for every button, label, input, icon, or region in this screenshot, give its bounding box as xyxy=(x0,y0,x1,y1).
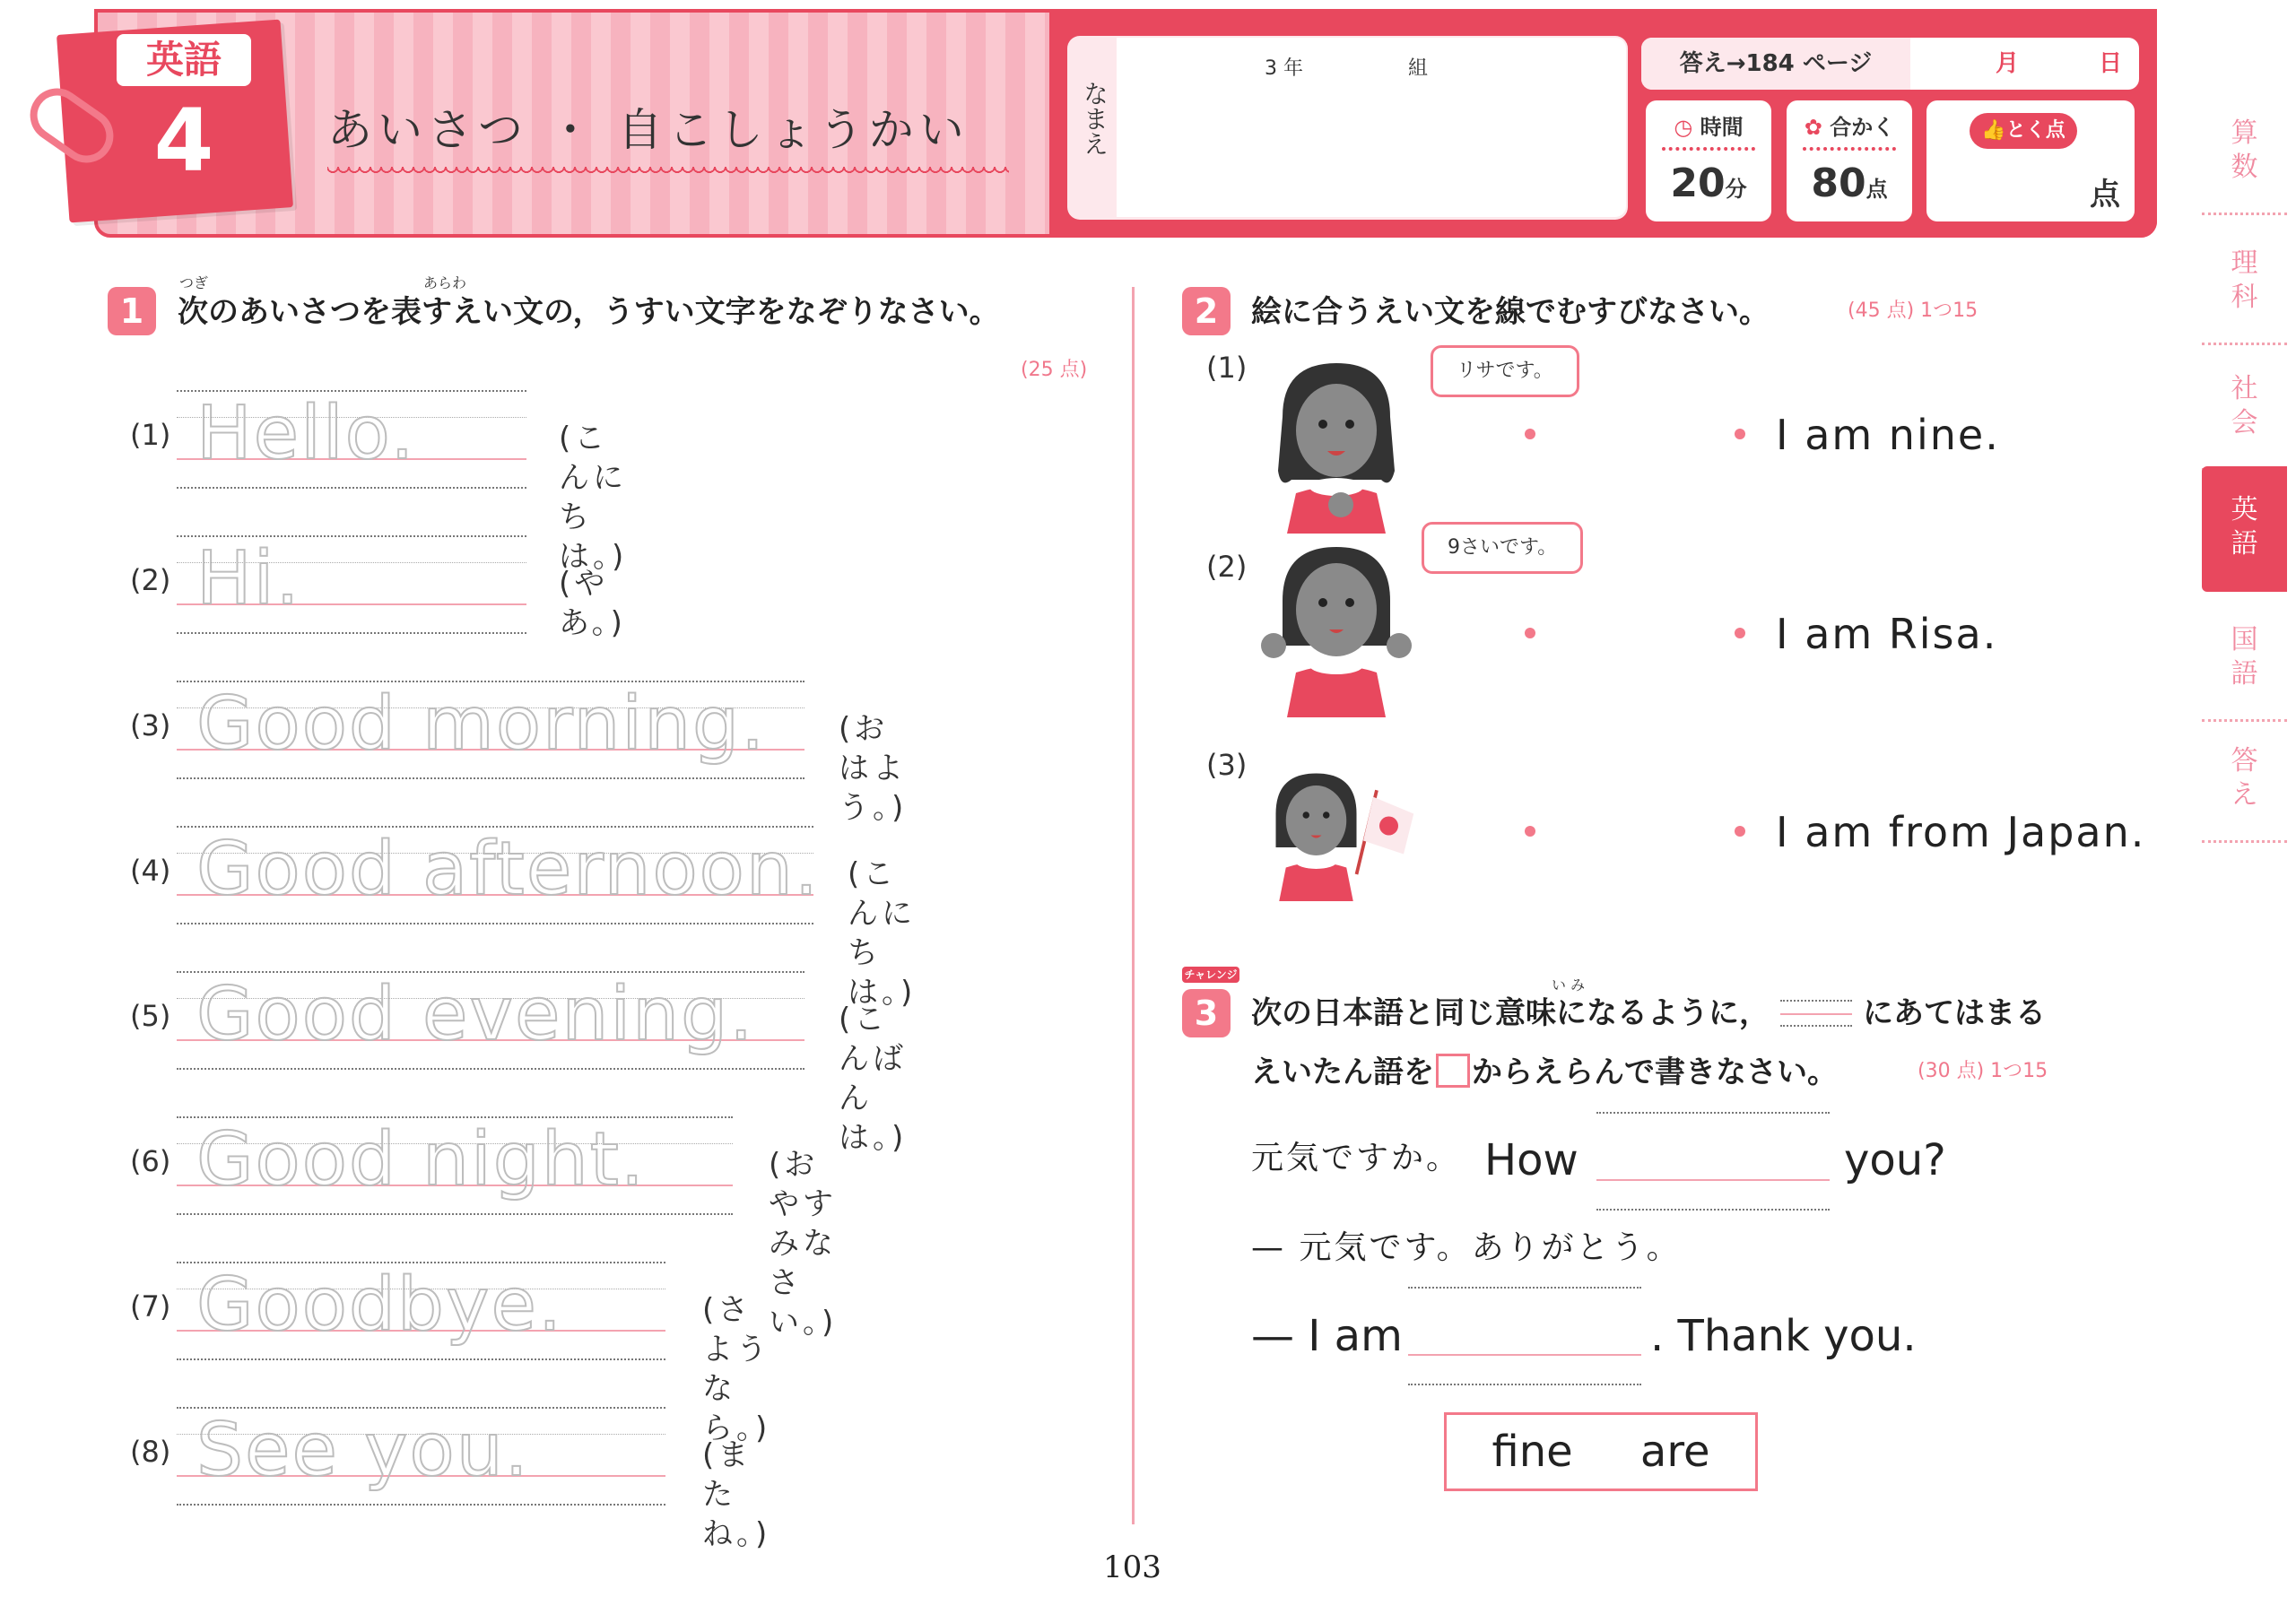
trace-word: Goodbye. xyxy=(196,1263,564,1348)
q3-english-1b: you? xyxy=(1844,1135,1946,1185)
unit-number: 4 xyxy=(153,91,214,191)
title-underline xyxy=(327,167,1009,176)
pass-score-box xyxy=(1787,100,1912,221)
page-number: 103 xyxy=(1103,1549,1161,1585)
match-dot-left[interactable] xyxy=(1525,429,1535,439)
item-number: (5) xyxy=(130,999,171,1033)
question-3-text-2: えいたん語を からえらんで書きなさい。 xyxy=(1251,1055,1838,1090)
item-number: (7) xyxy=(130,1289,171,1324)
side-tab-english[interactable]: 英 語 xyxy=(2202,466,2287,592)
item-translation: (こんばんは。) xyxy=(839,1002,908,1156)
girl-illustration xyxy=(1256,354,1417,534)
blank-symbol xyxy=(1780,1000,1852,1027)
trace-word: Good afternoon. xyxy=(196,827,820,912)
unit-title: あいさつ ・ 自こしょうかい xyxy=(327,104,970,156)
score-badge xyxy=(1970,113,2077,149)
trace-lines[interactable] xyxy=(177,1407,665,1506)
item-number: (2) xyxy=(130,563,171,597)
match-sentence: I am from Japan. xyxy=(1776,808,2146,856)
grade-label: 3 年 xyxy=(1265,57,1303,80)
match-number: (2) xyxy=(1206,550,1248,584)
item-translation: (おやすみなさい。) xyxy=(769,1147,838,1341)
trace-lines[interactable] xyxy=(177,1262,665,1360)
question-3-points: (30 点) 1つ15 xyxy=(1918,1060,2048,1082)
item-translation: (おはよう。) xyxy=(839,711,908,826)
question-3-text: 次の日本語と同じ意味になるように， にあてはまる xyxy=(1251,995,2046,1031)
match-dot-right[interactable] xyxy=(1735,628,1745,638)
q3-english-2b: . Thank you. xyxy=(1650,1311,1917,1361)
trace-word: Good night. xyxy=(196,1117,646,1202)
question-2-number: 2 xyxy=(1182,287,1231,335)
column-divider xyxy=(1132,287,1135,1524)
q3-japanese-1: 元気ですか。 xyxy=(1251,1140,1462,1176)
speech-bubble: 9さいです。 xyxy=(1422,522,1583,574)
girl-with-flag-illustration xyxy=(1256,744,1417,924)
girl-illustration xyxy=(1256,538,1417,717)
item-translation: (またね。) xyxy=(702,1437,771,1552)
item-translation: (やあ。) xyxy=(559,566,626,641)
score-unit: 点 xyxy=(2090,177,2120,213)
trace-word: Hi. xyxy=(196,536,301,621)
match-sentence: I am nine. xyxy=(1776,411,2000,459)
item-number: (4) xyxy=(130,854,171,888)
month-label: 月 xyxy=(1996,50,2020,77)
ruby-arawa: あらわ xyxy=(423,274,467,291)
trace-word: See you. xyxy=(196,1408,530,1493)
question-1-text: 次のあいさつを表すえい文の，うすい文字をなぞりなさい。 xyxy=(178,294,1000,330)
side-tab-social[interactable]: 社 会 xyxy=(2202,345,2287,471)
q3-japanese-2: — 元気です。ありがとう。 xyxy=(1251,1229,1682,1266)
answer-reference: 答え→184 ページ xyxy=(1641,38,1910,90)
speech-bubble: リサです。 xyxy=(1431,345,1579,397)
flower-icon: ✿ xyxy=(1804,115,1822,140)
match-dot-right[interactable] xyxy=(1735,826,1745,837)
ruby-tsugi: つぎ xyxy=(179,274,209,291)
trace-lines[interactable] xyxy=(177,535,526,634)
trace-lines[interactable] xyxy=(177,390,526,489)
match-dot-left[interactable] xyxy=(1525,628,1535,638)
trace-lines[interactable] xyxy=(177,971,804,1070)
word-choice-box: fine are xyxy=(1444,1412,1758,1491)
score-box[interactable] xyxy=(1926,100,2135,221)
ruby-imi: い み xyxy=(1552,976,1586,994)
pass-unit: 点 xyxy=(1866,177,1888,202)
item-number: (1) xyxy=(130,418,171,452)
class-label: 組 xyxy=(1408,57,1429,80)
match-sentence: I am Risa. xyxy=(1776,610,1998,658)
match-dot-left[interactable] xyxy=(1525,826,1535,837)
item-translation: (こんにちは。) xyxy=(848,856,917,1011)
answer-blank-2[interactable] xyxy=(1408,1287,1641,1385)
side-tab-science[interactable]: 理 科 xyxy=(2202,220,2287,345)
dotted-divider xyxy=(1662,147,1755,151)
q3-english-1a: How xyxy=(1484,1135,1578,1185)
dotted-divider xyxy=(1803,147,1896,151)
trace-lines[interactable] xyxy=(177,681,804,779)
side-tab-japanese[interactable]: 国 語 xyxy=(2202,596,2287,722)
question-1-number: 1 xyxy=(108,287,156,335)
box-symbol xyxy=(1436,1054,1470,1088)
thumbs-up-icon: 👍 xyxy=(1981,119,2006,142)
answer-blank-1[interactable] xyxy=(1596,1112,1830,1211)
match-dot-right[interactable] xyxy=(1735,429,1745,439)
clock-icon: ◷ xyxy=(1674,115,1693,140)
subject-label: 英語 xyxy=(117,34,251,86)
match-number: (3) xyxy=(1206,748,1248,782)
trace-word: Hello. xyxy=(196,391,416,476)
question-2-points: (45 点) 1つ15 xyxy=(1848,299,1979,322)
trace-lines[interactable] xyxy=(177,826,820,924)
time-value: 20 xyxy=(1670,161,1726,206)
name-field[interactable] xyxy=(1117,38,1626,217)
trace-word: Good evening. xyxy=(196,972,755,1057)
time-title: 時間 xyxy=(1700,115,1744,140)
side-tab-answers[interactable]: 答 え xyxy=(2202,717,2287,843)
item-number: (8) xyxy=(130,1435,171,1469)
time-box xyxy=(1646,100,1771,221)
pass-title: 合かく xyxy=(1830,115,1895,140)
match-number: (1) xyxy=(1206,351,1248,385)
trace-word: Good morning. xyxy=(196,681,767,767)
challenge-tag: チャレンジ xyxy=(1182,967,1239,983)
question-1-points: (25 点) xyxy=(1021,359,1088,381)
item-translation: (こんにちは。) xyxy=(559,421,628,575)
time-unit: 分 xyxy=(1725,177,1747,202)
trace-lines[interactable] xyxy=(177,1116,733,1215)
side-tab-math[interactable]: 算 数 xyxy=(2202,90,2287,215)
name-label: なまえ xyxy=(1080,81,1109,156)
item-number: (3) xyxy=(130,708,171,742)
score-badge-label: とく点 xyxy=(2005,119,2066,142)
item-number: (6) xyxy=(130,1144,171,1178)
question-3-number: 3 xyxy=(1182,989,1231,1037)
question-2-text: 絵に合うえい文を線でむすびなさい。 xyxy=(1251,294,1770,330)
q3-english-2a: — I am xyxy=(1251,1311,1403,1361)
day-label: 日 xyxy=(2099,50,2123,77)
item-translation: (さようなら。) xyxy=(702,1292,771,1446)
pass-value: 80 xyxy=(1811,161,1866,206)
